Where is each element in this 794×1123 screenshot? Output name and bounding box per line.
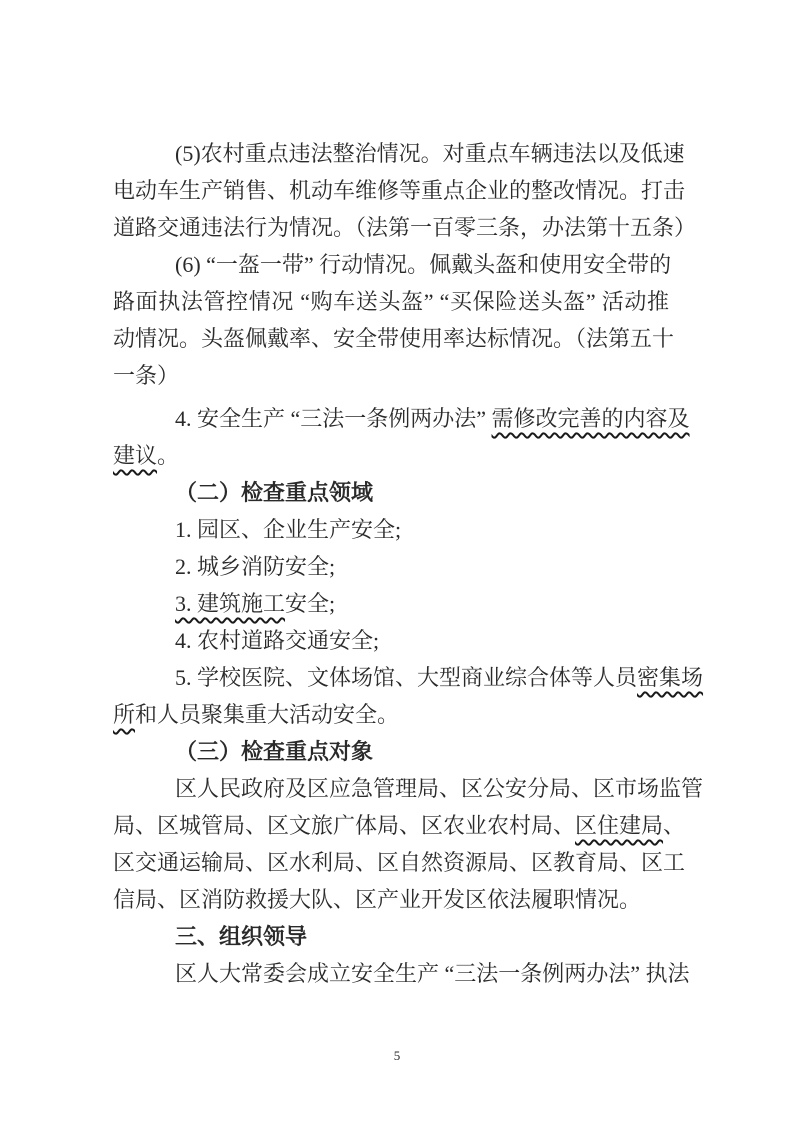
page-number: 5 bbox=[393, 1048, 401, 1063]
text-segment: 4. 安全生产 “三法一条例两办法” bbox=[175, 406, 492, 431]
handwritten-underline: 3. 建筑施工 bbox=[175, 591, 286, 616]
list-item: 2. 城乡消防安全; bbox=[175, 554, 336, 579]
handwritten-underline: 区住建局 bbox=[575, 813, 664, 838]
handwritten-underline: 密集场 bbox=[637, 665, 704, 690]
handwritten-underline: 建议 bbox=[113, 443, 158, 468]
section-heading: 三、组织领导 bbox=[175, 924, 308, 949]
text-line: (5)农村重点违法整治情况。对重点车辆违法以及低速 bbox=[175, 141, 685, 166]
text-segment: 5. 学校医院、文体场馆、大型商业综合体等人员 bbox=[175, 665, 638, 690]
text-segment: 局、区城管局、区文旅广体局、区农业农村局、 bbox=[113, 813, 576, 838]
text-line: 电动车生产销售、机动车维修等重点企业的整改情况。打击 bbox=[113, 178, 686, 203]
section-heading: （三）检查重点对象 bbox=[175, 739, 374, 764]
document-body bbox=[113, 135, 704, 992]
text-segment: 。 bbox=[157, 443, 180, 468]
text-line: 区交通运输局、区水利局、区自然资源局、区教育局、区工 bbox=[113, 850, 686, 875]
text-line bbox=[113, 807, 686, 844]
handwritten-underline: 所 bbox=[113, 702, 136, 727]
text-line: 信局、区消防救援大队、区产业开发区依法履职情况。 bbox=[113, 887, 642, 912]
text-line: 区人民政府及区应急管理局、区公安分局、区市场监管 bbox=[175, 776, 704, 801]
text-line: 区人大常委会成立安全生产 “三法一条例两办法” 执法 bbox=[175, 961, 690, 986]
section-heading: （二）检查重点领域 bbox=[175, 480, 374, 505]
text-line: 路面执法管控情况 “购车送头盔” “买保险送头盔” 活动推 bbox=[113, 289, 669, 314]
text-line: (6) “一盔一带” 行动情况。佩戴头盔和使用安全带的 bbox=[175, 252, 672, 277]
text-line bbox=[113, 696, 669, 733]
text-segment: 和人员聚集重大活动安全。 bbox=[135, 702, 400, 727]
text-segment: 、 bbox=[663, 813, 686, 838]
text-line: 一条） bbox=[113, 363, 180, 388]
text-line bbox=[113, 437, 669, 474]
text-line: 道路交通违法行为情况。（法第一百零三条，办法第十五条） bbox=[113, 215, 697, 240]
handwritten-underline: 需修改完善的内容及 bbox=[491, 406, 690, 431]
text-line bbox=[113, 400, 690, 437]
list-item: 1. 园区、企业生产安全; bbox=[175, 517, 402, 542]
list-item bbox=[113, 659, 704, 696]
text-segment: 安全; bbox=[285, 591, 336, 616]
list-item bbox=[113, 585, 669, 622]
list-item: 4. 农村道路交通安全; bbox=[175, 628, 380, 653]
text-line: 动情况。头盔佩戴率、安全带使用率达标情况。（法第五十 bbox=[113, 326, 675, 351]
